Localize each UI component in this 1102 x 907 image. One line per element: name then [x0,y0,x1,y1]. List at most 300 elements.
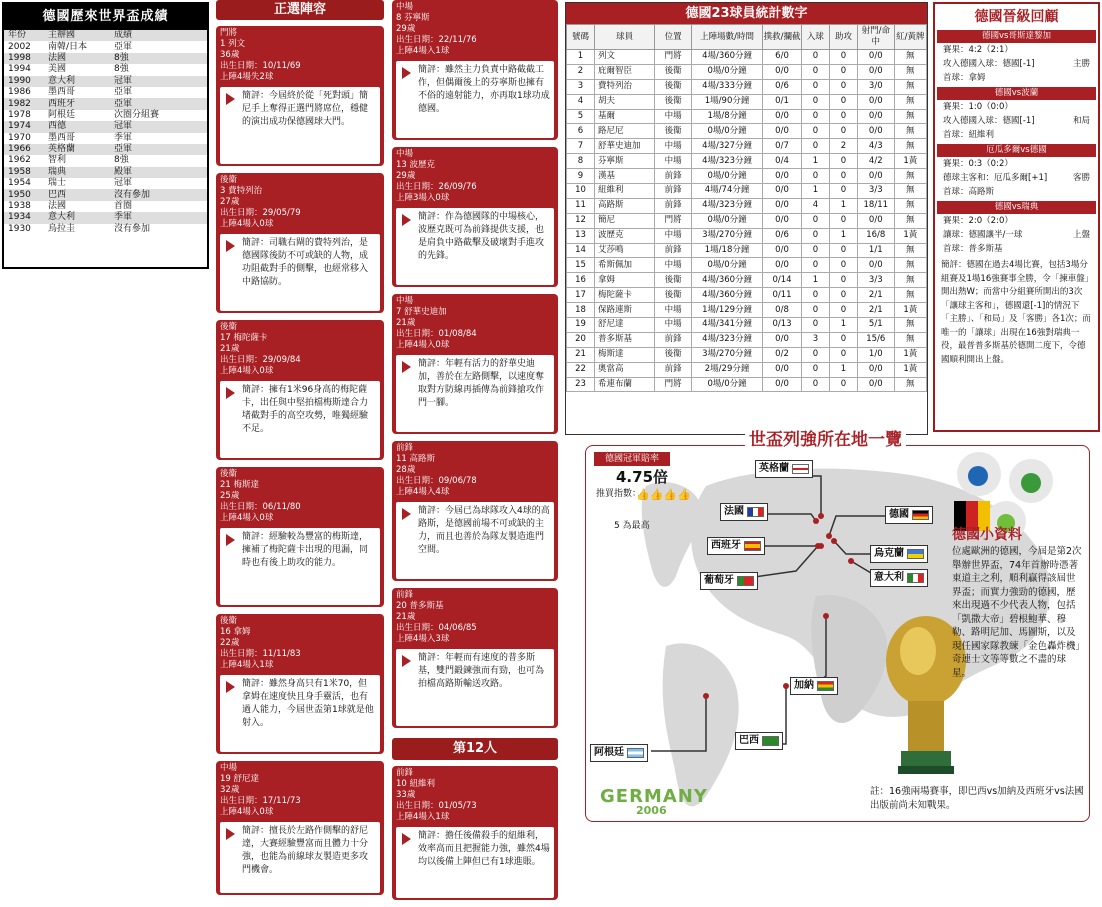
player-card [392,0,558,140]
history-row [4,212,207,223]
stats-table [566,24,927,392]
stats-cell: 後衞 [655,124,692,139]
stats-cell: 無 [894,258,926,273]
stats-cell: 1 [829,228,857,243]
history-table [4,30,207,235]
history-cell: 8強 [114,64,129,75]
history-cell: 瑞典 [44,167,110,178]
flag-icon [627,748,644,758]
history-cell: 2002 [8,41,31,52]
stats-cell: 梅陀薩卡 [595,288,655,303]
stats-header-cell: 入球 [801,25,829,50]
flag-icon [747,507,764,517]
road-match-handicap: 德球主客和：厄瓜多爾[+1] [943,173,1048,183]
lineup-column-1 [216,26,384,902]
history-cell: 亞軍 [110,144,207,155]
stats-cell: 0/0 [857,50,894,65]
stats-cell: 4場/327分鐘 [692,139,763,154]
stats-cell: 0 [801,228,829,243]
stats-cell: 中場 [655,139,692,154]
road-match [937,201,1096,256]
stats-cell: 無 [894,273,926,288]
lineup-column-2 [392,0,558,735]
stats-cell: 0/0 [763,243,802,258]
history-cell: 墨西哥 [48,132,76,143]
history-header-cell: 年份 [4,30,44,41]
stats-cell: 0/0 [857,109,894,124]
stats-row [567,347,927,362]
stats-header-cell: 助攻 [829,25,857,50]
player-dob: 出生日期：17/11/73 [220,796,301,806]
map-footnote: 註：16強兩場賽事，即巴西vs加納及西班牙vs法國出版前尚未知戰果。 [870,786,1084,811]
stats-cell: 無 [894,377,926,392]
stats-cell: 0 [801,377,829,392]
stats-cell: 0 [801,318,829,333]
stats-cell: 1黃 [894,347,926,362]
history-cell: 智利 [48,155,67,166]
player-games: 上陣4場入0球 [396,340,450,350]
stats-cell: 0/8 [763,303,802,318]
history-row [4,87,207,98]
stats-cell: 1場/90分鐘 [692,94,763,109]
player-comment [396,649,554,726]
player-dob: 出生日期：26/09/76 [396,182,477,192]
stats-cell: 門將 [655,213,692,228]
arrow-icon [226,828,235,840]
country-name: 加納 [794,680,814,691]
stats-cell: 4場/360分鐘 [692,288,763,303]
stats-cell: 9 [567,169,595,184]
road-match [937,144,1096,199]
stats-cell: 1 [801,184,829,199]
stats-cell: 0/7 [763,139,802,154]
player-age: 25歲 [220,491,240,501]
stats-cell: 1 [829,198,857,213]
country-label [755,460,813,478]
stats-cell: 無 [894,79,926,94]
stats-cell: 0/13 [763,318,802,333]
stats-row [567,198,927,213]
stats-cell: 0 [829,303,857,318]
player-card [392,766,558,900]
player-name: 11 高路斯 [396,454,436,464]
stats-row [567,362,927,377]
stats-cell: 15/6 [857,332,894,347]
stats-cell: 4/3 [857,139,894,154]
history-row [4,64,207,75]
stats-cell: 無 [894,124,926,139]
player-dob: 出生日期：09/06/78 [396,476,477,486]
player-pos: 中場 [396,2,414,12]
player-name: 8 芬寧斯 [396,13,430,23]
stats-cell: 0/0 [857,94,894,109]
stats-cell: 希斯佩加 [595,258,655,273]
road-match-header: 德國vs瑞典 [937,201,1096,214]
stats-cell: 無 [894,50,926,65]
stats-cell: 0 [801,79,829,94]
stats-cell: 3/3 [857,184,894,199]
history-cell: 季軍 [110,212,207,223]
player-pos: 後衞 [220,616,238,626]
stats-cell: 3場/270分鐘 [692,347,763,362]
player-dob: 出生日期：01/05/73 [396,801,477,811]
stats-cell: 無 [894,139,926,154]
stats-cell: 0/0 [763,124,802,139]
arrow-icon [226,93,235,105]
stats-cell: 3場/270分鐘 [692,228,763,243]
player-age: 36歲 [220,50,240,60]
history-row [4,41,207,52]
stats-cell: 0 [829,109,857,124]
history-row [4,224,207,235]
stats-cell: 普多斯基 [595,332,655,347]
stats-cell: 無 [894,109,926,124]
stats-cell: 0 [829,347,857,362]
player-comment [220,87,380,164]
history-row [4,167,207,178]
stats-cell: 4 [567,94,595,109]
stats-cell: 0 [829,184,857,199]
stats-cell: 6/0 [763,50,802,65]
history-cell: 阿根廷 [48,109,76,120]
stats-cell: 前鋒 [655,332,692,347]
history-cell: 冠軍 [110,76,207,87]
stats-cell: 1 [567,50,595,65]
player-games: 上陣4場入0球 [220,366,274,376]
player-pos: 前鋒 [396,443,414,453]
stats-row [567,332,927,347]
player-comment [396,355,554,432]
player-pos: 門將 [220,28,238,38]
stats-cell: 無 [894,318,926,333]
flag-icon [762,736,779,746]
player-comment [220,675,380,752]
stats-cell: 0 [801,243,829,258]
stats-cell: 2 [567,64,595,79]
player-pos: 中場 [396,296,414,306]
stats-cell: 0/14 [763,273,802,288]
stats-cell: 0/6 [763,228,802,243]
stats-cell: 5 [567,109,595,124]
arrow-icon [402,361,411,373]
stats-cell: 無 [894,64,926,79]
road-match-handicap: 讓球：德國讓半/一球 [943,230,1023,240]
stats-cell: 無 [894,94,926,109]
stats-title: 德國23球員統計數字 [566,3,927,24]
player-dob: 出生日期：29/09/84 [220,355,301,365]
stats-row [567,273,927,288]
stats-cell: 0 [801,258,829,273]
stats-cell: 0/0 [763,332,802,347]
history-cell: 1934 [4,212,44,223]
history-cell: 1990 [4,76,44,87]
stats-header-cell: 位置 [655,25,692,50]
road-match-score: 賽果：4:2（2:1） [943,45,1013,55]
road-match-first-goal: 首球：拿姆 [943,73,986,83]
stats-cell: 後衞 [655,273,692,288]
player-name: 10 紐維利 [396,779,436,789]
player-card [216,173,384,313]
stats-cell: 12 [567,213,595,228]
player-comment [220,822,380,893]
stats-cell: 4場/360分鐘 [692,273,763,288]
player-name: 16 拿姆 [220,627,251,637]
stats-cell: 8 [567,154,595,169]
player-card [216,320,384,460]
player-age: 29歲 [396,171,416,181]
stats-cell: 0/0 [763,213,802,228]
stats-header-cell: 紅/黃牌 [894,25,926,50]
player-dob: 出生日期：04/06/85 [396,623,477,633]
arrow-icon [226,387,235,399]
history-cell: 1982 [4,98,44,109]
history-cell: 意大利 [44,76,110,87]
player-comment [396,208,554,285]
player-comment-text: 簡評：司職右閘的費特列治，是德國隊後防不可或缺的人物，成功阻截對手的側擊，也經常移入中路協防。 [242,238,369,287]
stats-row [567,109,927,124]
country-name: 德國 [889,509,909,520]
stats-cell: 無 [894,198,926,213]
history-row [4,144,207,155]
stats-cell: 舒尼達 [595,318,655,333]
player-pos: 後衞 [220,322,238,332]
stats-cell: 芬寧斯 [595,154,655,169]
stats-row [567,79,927,94]
player-name: 13 波歷克 [396,160,436,170]
player-age: 32歲 [220,785,240,795]
player-comment-text: 簡評：雖然身高只有1米70，但拿姆在速度快且身手靈活，也有過人能力，今屆世盃第1球就是他射入。 [242,679,374,728]
player-comment [396,502,554,579]
history-cell: 1994 [8,64,31,75]
stats-row [567,124,927,139]
player-name: 17 梅陀薩卡 [220,333,268,343]
stats-cell: 0/0 [763,109,802,124]
stats-cell: 1/0 [857,347,894,362]
stats-cell: 0/0 [763,64,802,79]
player-pos: 中場 [396,149,414,159]
flag-icon [912,510,929,520]
stats-cell: 0/11 [763,288,802,303]
stats-cell: 無 [894,243,926,258]
flag-icon [817,681,834,691]
stats-cell: 1 [829,362,857,377]
stats-cell: 22 [567,362,595,377]
stats-cell: 10 [567,184,595,199]
road-match-line [937,228,1096,242]
stats-cell: 中場 [655,228,692,243]
odds-index: 推買指數： [596,489,642,499]
player-age: 28歲 [396,465,416,475]
road-match-line [937,171,1096,185]
stats-cell: 無 [894,184,926,199]
flag-icon [907,573,924,583]
profile-title: 德國小資料 [952,527,1022,543]
history-cell: 沒有參加 [110,189,207,200]
stats-cell: 0 [829,258,857,273]
stats-cell: 0 [829,243,857,258]
history-cell: 墨西哥 [48,87,76,98]
stats-cell: 前鋒 [655,198,692,213]
stats-cell: 前鋒 [655,362,692,377]
odds-label: 德國冠軍賠率 [594,452,670,466]
stats-row [567,50,927,65]
player-pos: 中場 [220,763,238,773]
germany-profile [952,525,1082,680]
player-pos: 後衞 [220,469,238,479]
road-match-score: 賽果：0:3（0:2） [943,159,1013,169]
player-age: 33歲 [396,790,416,800]
player-dob: 出生日期：01/08/84 [396,329,477,339]
stats-cell: 後衞 [655,347,692,362]
stats-cell: 1 [829,318,857,333]
player-name: 7 舒華史迪加 [396,307,447,317]
player-games: 上陣4場入0球 [220,807,274,817]
player-comment-text: 簡評：擔任後備殺手的紐維利，效率高而且把握能力強，雖然4場均以後備上陣但已有1球進賬。 [418,831,550,867]
stats-cell: 列文 [595,50,655,65]
road-match-header: 厄瓜多爾vs德國 [937,144,1096,157]
stats-cell: 18 [567,303,595,318]
player-age: 21歲 [396,318,416,328]
history-cell: 英格蘭 [44,144,110,155]
country-name: 意大利 [874,572,904,583]
history-cell: 1958 [4,167,44,178]
stats-cell: 0/0 [857,64,894,79]
road-match-result: 主勝 [1072,59,1090,69]
stats-cell: 後衞 [655,288,692,303]
player-age: 27歲 [220,197,240,207]
player-games: 上陣4場入0球 [220,219,274,229]
flag-icon [737,576,754,586]
stats-cell: 基爾 [595,109,655,124]
stats-row [567,154,927,169]
country-label [790,677,838,695]
player-comment-text: 簡評：今屆終於從「死對頭」簡尼手上奪得正選門將席位，穩健的演出成功保德國球大門。 [242,91,369,127]
country-label [590,744,648,762]
history-cell: 1954 [8,178,31,189]
stats-cell: 0/2 [763,347,802,362]
history-cell: 殿軍 [110,167,207,178]
player-comment-text: 簡評：年輕有活力的舒華史迪加，善於在左路側擊，以速度奪取對方防線再插傳為前鋒搶攻作門一腳。 [418,359,545,408]
player-dob: 出生日期：06/11/80 [220,502,301,512]
stats-cell: 0 [829,377,857,392]
stats-cell: 路尼尼 [595,124,655,139]
stats-cell: 保路連斯 [595,303,655,318]
stats-cell: 0 [829,94,857,109]
stats-cell: 前鋒 [655,243,692,258]
arrow-icon [402,655,411,667]
road-match-header: 德國vs波蘭 [937,87,1096,100]
arrow-icon [226,681,235,693]
player-comment-text: 簡評：作為德國隊的中場核心，波歷克既可為前鋒提供支援，也是肩負中路截擊及破壞對手進攻的先鋒。 [418,212,545,261]
player-pos: 前鋒 [396,590,414,600]
stats-cell: 4場/333分鐘 [692,79,763,94]
road-match-result: 客勝 [1072,173,1090,183]
stats-cell: 1場/8分鐘 [692,109,763,124]
history-cell: 美國 [48,64,67,75]
stats-header-cell: 號碼 [567,25,595,50]
stats-cell: 後衞 [655,64,692,79]
stats-cell: 中場 [655,318,692,333]
history-row [4,133,207,144]
road-match-line [937,57,1096,71]
country-label [720,503,768,521]
history-title: 德國歷來世界盃成績 [4,4,207,30]
germany-logo-year: 2006 [636,804,667,817]
history-row [4,121,207,132]
history-cell: 1938 [8,201,31,212]
stats-cell: 7 [567,139,595,154]
twelfth-man-column [392,766,558,907]
stats-cell: 無 [894,288,926,303]
player-comment [220,381,380,458]
stats-cell: 0場/0分鐘 [692,377,763,392]
history-header-cell: 成績 [110,30,207,41]
stats-row [567,139,927,154]
history-cell: 亞軍 [110,98,207,109]
history-cell: 沒有參加 [114,223,151,234]
stats-cell: 0 [801,169,829,184]
player-card [216,614,384,754]
history-cell: 1986 [8,87,31,98]
player-dob: 出生日期：11/11/83 [220,649,301,659]
country-name: 法國 [724,506,744,517]
stats-cell: 0 [801,213,829,228]
stats-cell: 19 [567,318,595,333]
player-age: 21歲 [220,344,240,354]
country-name: 阿根廷 [594,747,624,758]
history-cell: 冠軍 [110,121,207,132]
stats-cell: 波歷克 [595,228,655,243]
stats-cell: 0/6 [763,79,802,94]
stats-cell: 0/1 [763,94,802,109]
player-comment-text: 簡評：雖然主力負責中路截截工作，但偶爾後上的芬寧斯也擁有不俗的遠射能力，亦再取1球功成德國。 [418,65,550,114]
stats-cell: 奧當高 [595,362,655,377]
player-name: 19 舒尼達 [220,774,260,784]
country-label [707,537,765,555]
stats-cell: 後衞 [655,79,692,94]
stats-cell: 4 [801,198,829,213]
country-name: 葡萄牙 [704,575,734,586]
country-label [700,572,758,590]
stats-row [567,318,927,333]
history-cell: 1978 [8,109,31,120]
stats-cell: 4場/74分鐘 [692,184,763,199]
stats-cell: 4/2 [857,154,894,169]
history-row [4,189,207,200]
stats-cell: 0/0 [857,258,894,273]
stats-cell: 0/0 [857,362,894,377]
stats-cell: 希連布蘭 [595,377,655,392]
road-match-score: 賽果：2:0（2:0） [943,216,1013,226]
player-card [392,294,558,434]
stats-cell: 前鋒 [655,169,692,184]
stats-cell: 中場 [655,109,692,124]
stats-cell: 3 [567,79,595,94]
history-cell: 巴西 [44,189,110,200]
stats-cell: 1黃 [894,154,926,169]
stats-cell: 0 [829,154,857,169]
stats-row [567,303,927,318]
stats-cell: 0 [801,303,829,318]
stats-cell: 0 [829,288,857,303]
stats-cell: 0/0 [857,169,894,184]
history-cell: 1950 [4,189,44,200]
stats-row [567,184,927,199]
history-cell: 瑞士 [48,178,67,189]
stats-cell: 0 [801,124,829,139]
history-cell: 1974 [4,121,44,132]
stats-cell: 梅斯達 [595,347,655,362]
